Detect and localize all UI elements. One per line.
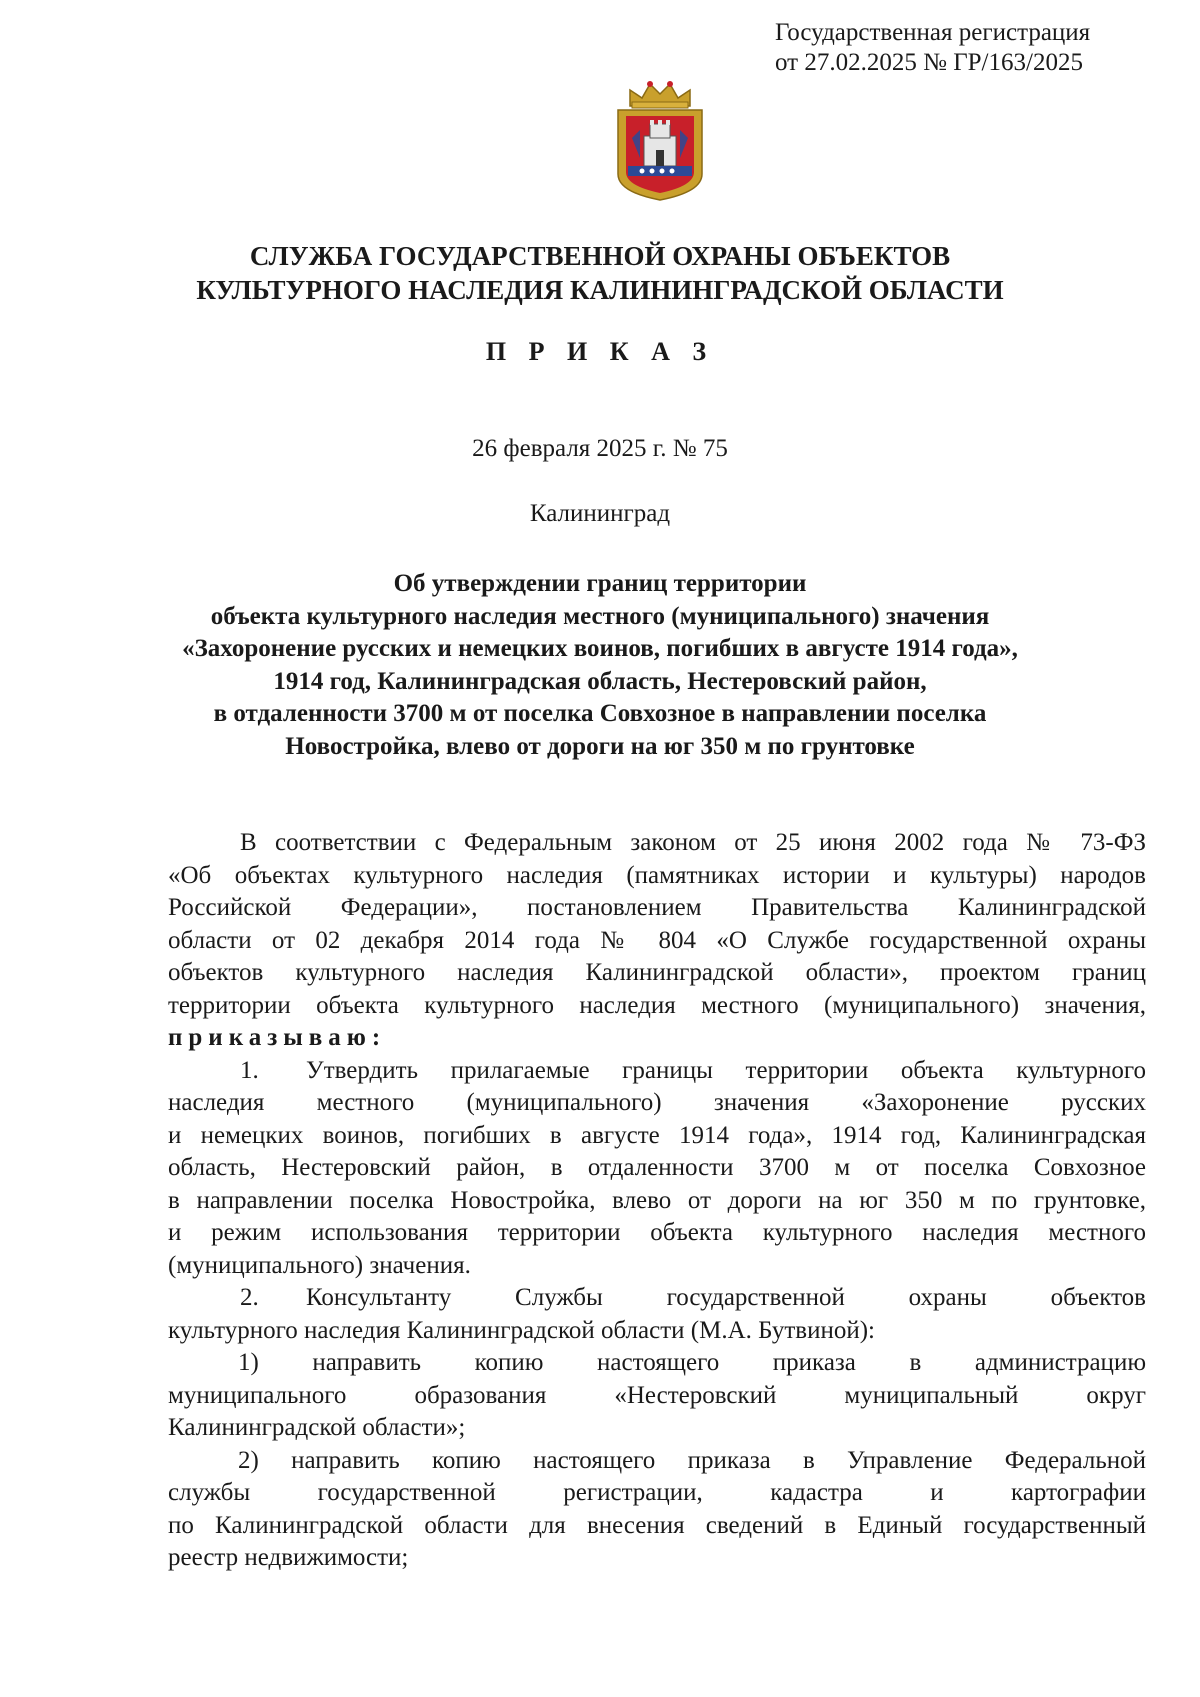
subject-line: Новостройка, влево от дороги на юг 350 м по грунтовке <box>285 732 915 760</box>
subject-line: объекта культурного наследия местного (муниципального) значения <box>210 602 990 630</box>
subitem-1-line: муниципального образования «Нестеровский муниципальный округ <box>168 1381 1146 1409</box>
subitem-2-line: службы государственной регистрации, кадастра и картографии <box>168 1479 1146 1506</box>
item-2-text: Консультанту Службы государственной охраны объектов <box>306 1284 1146 1311</box>
registration-line-1: Государственная регистрация <box>775 19 1091 46</box>
organization-line-1: СЛУЖБА ГОСУДАРСТВЕННОЙ ОХРАНЫ ОБЪЕКТОВ <box>249 241 951 271</box>
kaliningrad-coat-of-arms-icon <box>612 78 708 202</box>
preamble-line: Российской Федерации», постановлением Правительства Калининградской <box>168 894 1146 921</box>
order-body <box>168 827 1146 1575</box>
item-1-line: (муниципального) значения. <box>168 1251 471 1279</box>
preamble-line: «Об объектах культурного наследия (памятниках истории и культуры) народов <box>168 861 1146 889</box>
subitem-2-line: по Калининградской области для внесения сведений в Единый государственный <box>168 1511 1146 1539</box>
subitem-1-line: 1) направить копию настоящего приказа в администрацию <box>238 1349 1146 1376</box>
subitem-1-line: Калининградской области»; <box>168 1414 466 1441</box>
item-1-line: область, Нестеровский район, в отдаленности 3700 м от поселка Совхозное <box>168 1154 1146 1181</box>
document-type: П Р И К А З <box>485 337 715 366</box>
preamble-line: В соответствии с Федеральным законом от 25 июня 2002 года № 73-ФЗ <box>240 829 1146 856</box>
order-date-number: 26 февраля 2025 г. № 75 <box>472 435 728 462</box>
preamble-line: области от 02 декабря 2014 года № 804 «О Службе государственной охраны <box>168 926 1146 954</box>
subitem-2-line: 2) направить копию настоящего приказа в Управление Федеральной <box>238 1446 1146 1474</box>
order-subject <box>0 568 1200 763</box>
item-1-line: наследия местного (муниципального) значения «Захоронение русских <box>168 1089 1146 1116</box>
item-1-line: в направлении поселка Новостройка, влево от дороги на юг 350 м по грунтовке, <box>168 1186 1146 1214</box>
subject-line: в отдаленности 3700 м от поселка Совхозное в направлении поселка <box>213 700 987 727</box>
item-2-first-line <box>168 1282 1146 1315</box>
item-2-line: культурного наследия Калининградской области (М.А. Бутвиной): <box>168 1316 876 1344</box>
item-1-text: Утвердить прилагаемые границы территории объекта культурного <box>306 1056 1146 1084</box>
item-1-first-line <box>168 1055 1146 1088</box>
item-2-number: 2. <box>240 1284 259 1311</box>
item-1-line: и немецких воинов, погибших в августе 1914 года», 1914 год, Калининградская <box>168 1121 1146 1149</box>
organization-line-2: КУЛЬТУРНОГО НАСЛЕДИЯ КАЛИНИНГРАДСКОЙ ОБЛАСТИ <box>196 275 1004 305</box>
subject-line: Об утверждении границ территории <box>393 570 807 597</box>
item-1-number: 1. <box>240 1056 259 1084</box>
registration-stamp <box>775 18 1090 78</box>
registration-line-2: от 27.02.2025 № ГР/163/2025 <box>775 49 1083 76</box>
subject-line: 1914 год, Калининградская область, Нестеровский район, <box>273 667 927 695</box>
item-1-line: и режим использования территории объекта культурного наследия местного <box>168 1219 1146 1246</box>
preamble-line: территории объекта культурного наследия местного (муниципального) значения, <box>168 991 1146 1019</box>
order-city: Калининград <box>529 500 671 527</box>
organization-name <box>0 239 1200 307</box>
preamble-line: объектов культурного наследия Калининградской области», проектом границ <box>168 959 1146 986</box>
subitem-2-line: реестр недвижимости; <box>168 1544 409 1571</box>
subject-line: «Захоронение русских и немецких воинов, погибших в августе 1914 года», <box>182 635 1018 662</box>
order-word: приказываю: <box>168 1024 387 1051</box>
